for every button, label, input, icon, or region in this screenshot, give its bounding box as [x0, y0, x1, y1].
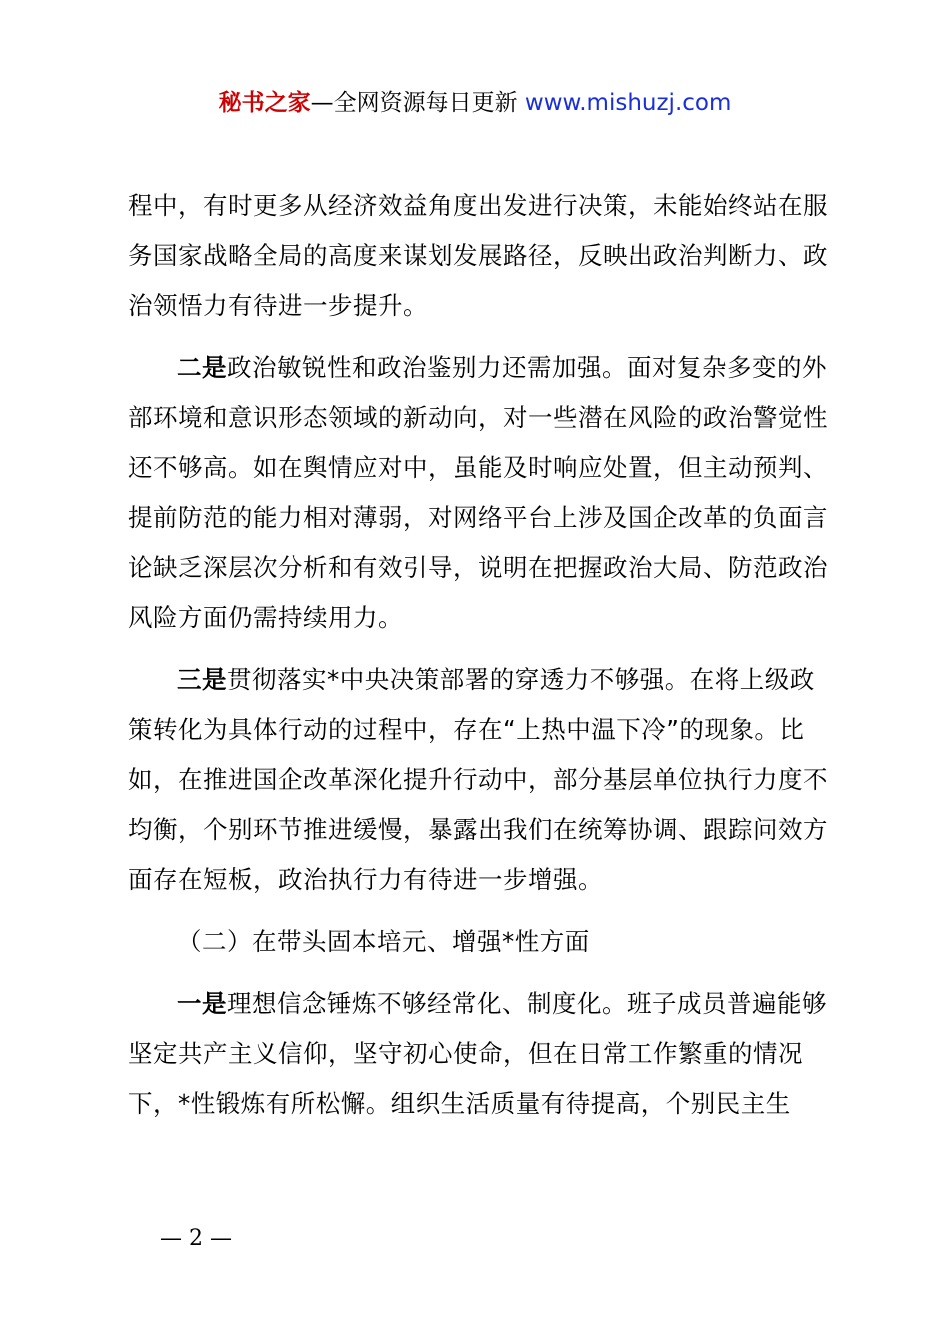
site-tagline: —全网资源每日更新 [310, 90, 518, 116]
paragraph-point-one [128, 979, 838, 1129]
page-number: — 2 — [160, 1226, 232, 1251]
paragraph-point-three [128, 655, 838, 905]
paragraph-continuation [128, 181, 838, 331]
paragraph-text: 程中，有时更多从经济效益角度出发进行决策，未能始终站在服务国家战略全局的高度来谋划发展路径，反映出政治判断力、政治领悟力有待进一步提升。 [128, 191, 828, 320]
paragraph-text: 政治敏锐性和政治鉴别力还需加强。面对复杂多变的外部环境和意识形态领域的新动向，对一些潜在风险的政治警觉性还不够高。如在舆情应对中，虽能及时响应处置，但主动预判、提前防范的能力相对薄弱，对网络平台上涉及国企改革的负面言论缺乏深层次分析和有效引导，说明在把握政治大局、防范政治风险方面仍需持续用力。 [128, 353, 828, 632]
section-heading-text: （二）在带头固本培元、增强*性方面 [177, 927, 590, 956]
paragraph-lead: 二是 [177, 353, 227, 382]
section-heading [128, 917, 838, 967]
paragraph-lead: 一是 [177, 989, 227, 1018]
paragraph-lead: 三是 [177, 665, 227, 694]
paragraph-text: 理想信念锤炼不够经常化、制度化。班子成员普遍能够坚定共产主义信仰，坚守初心使命，但在日常工作繁重的情况下，*性锻炼有所松懈。组织生活质量有待提高，个别民主生 [128, 989, 827, 1118]
site-brand: 秘书之家 [218, 90, 311, 116]
site-url-link[interactable]: www.mishuzj.com [524, 90, 732, 116]
site-header [0, 86, 950, 120]
paragraph-point-two [128, 343, 838, 643]
paragraph-text: 贯彻落实*中央决策部署的穿透力不够强。在将上级政策转化为具体行动的过程中，存在“上热中温下冷”的现象。比如，在推进国企改革深化提升行动中，部分基层单位执行力度不均衡，个别环节推进缓慢，暴露出我们在统筹协调、跟踪问效方面存在短板，政治执行力有待进一步增强。 [128, 665, 828, 894]
